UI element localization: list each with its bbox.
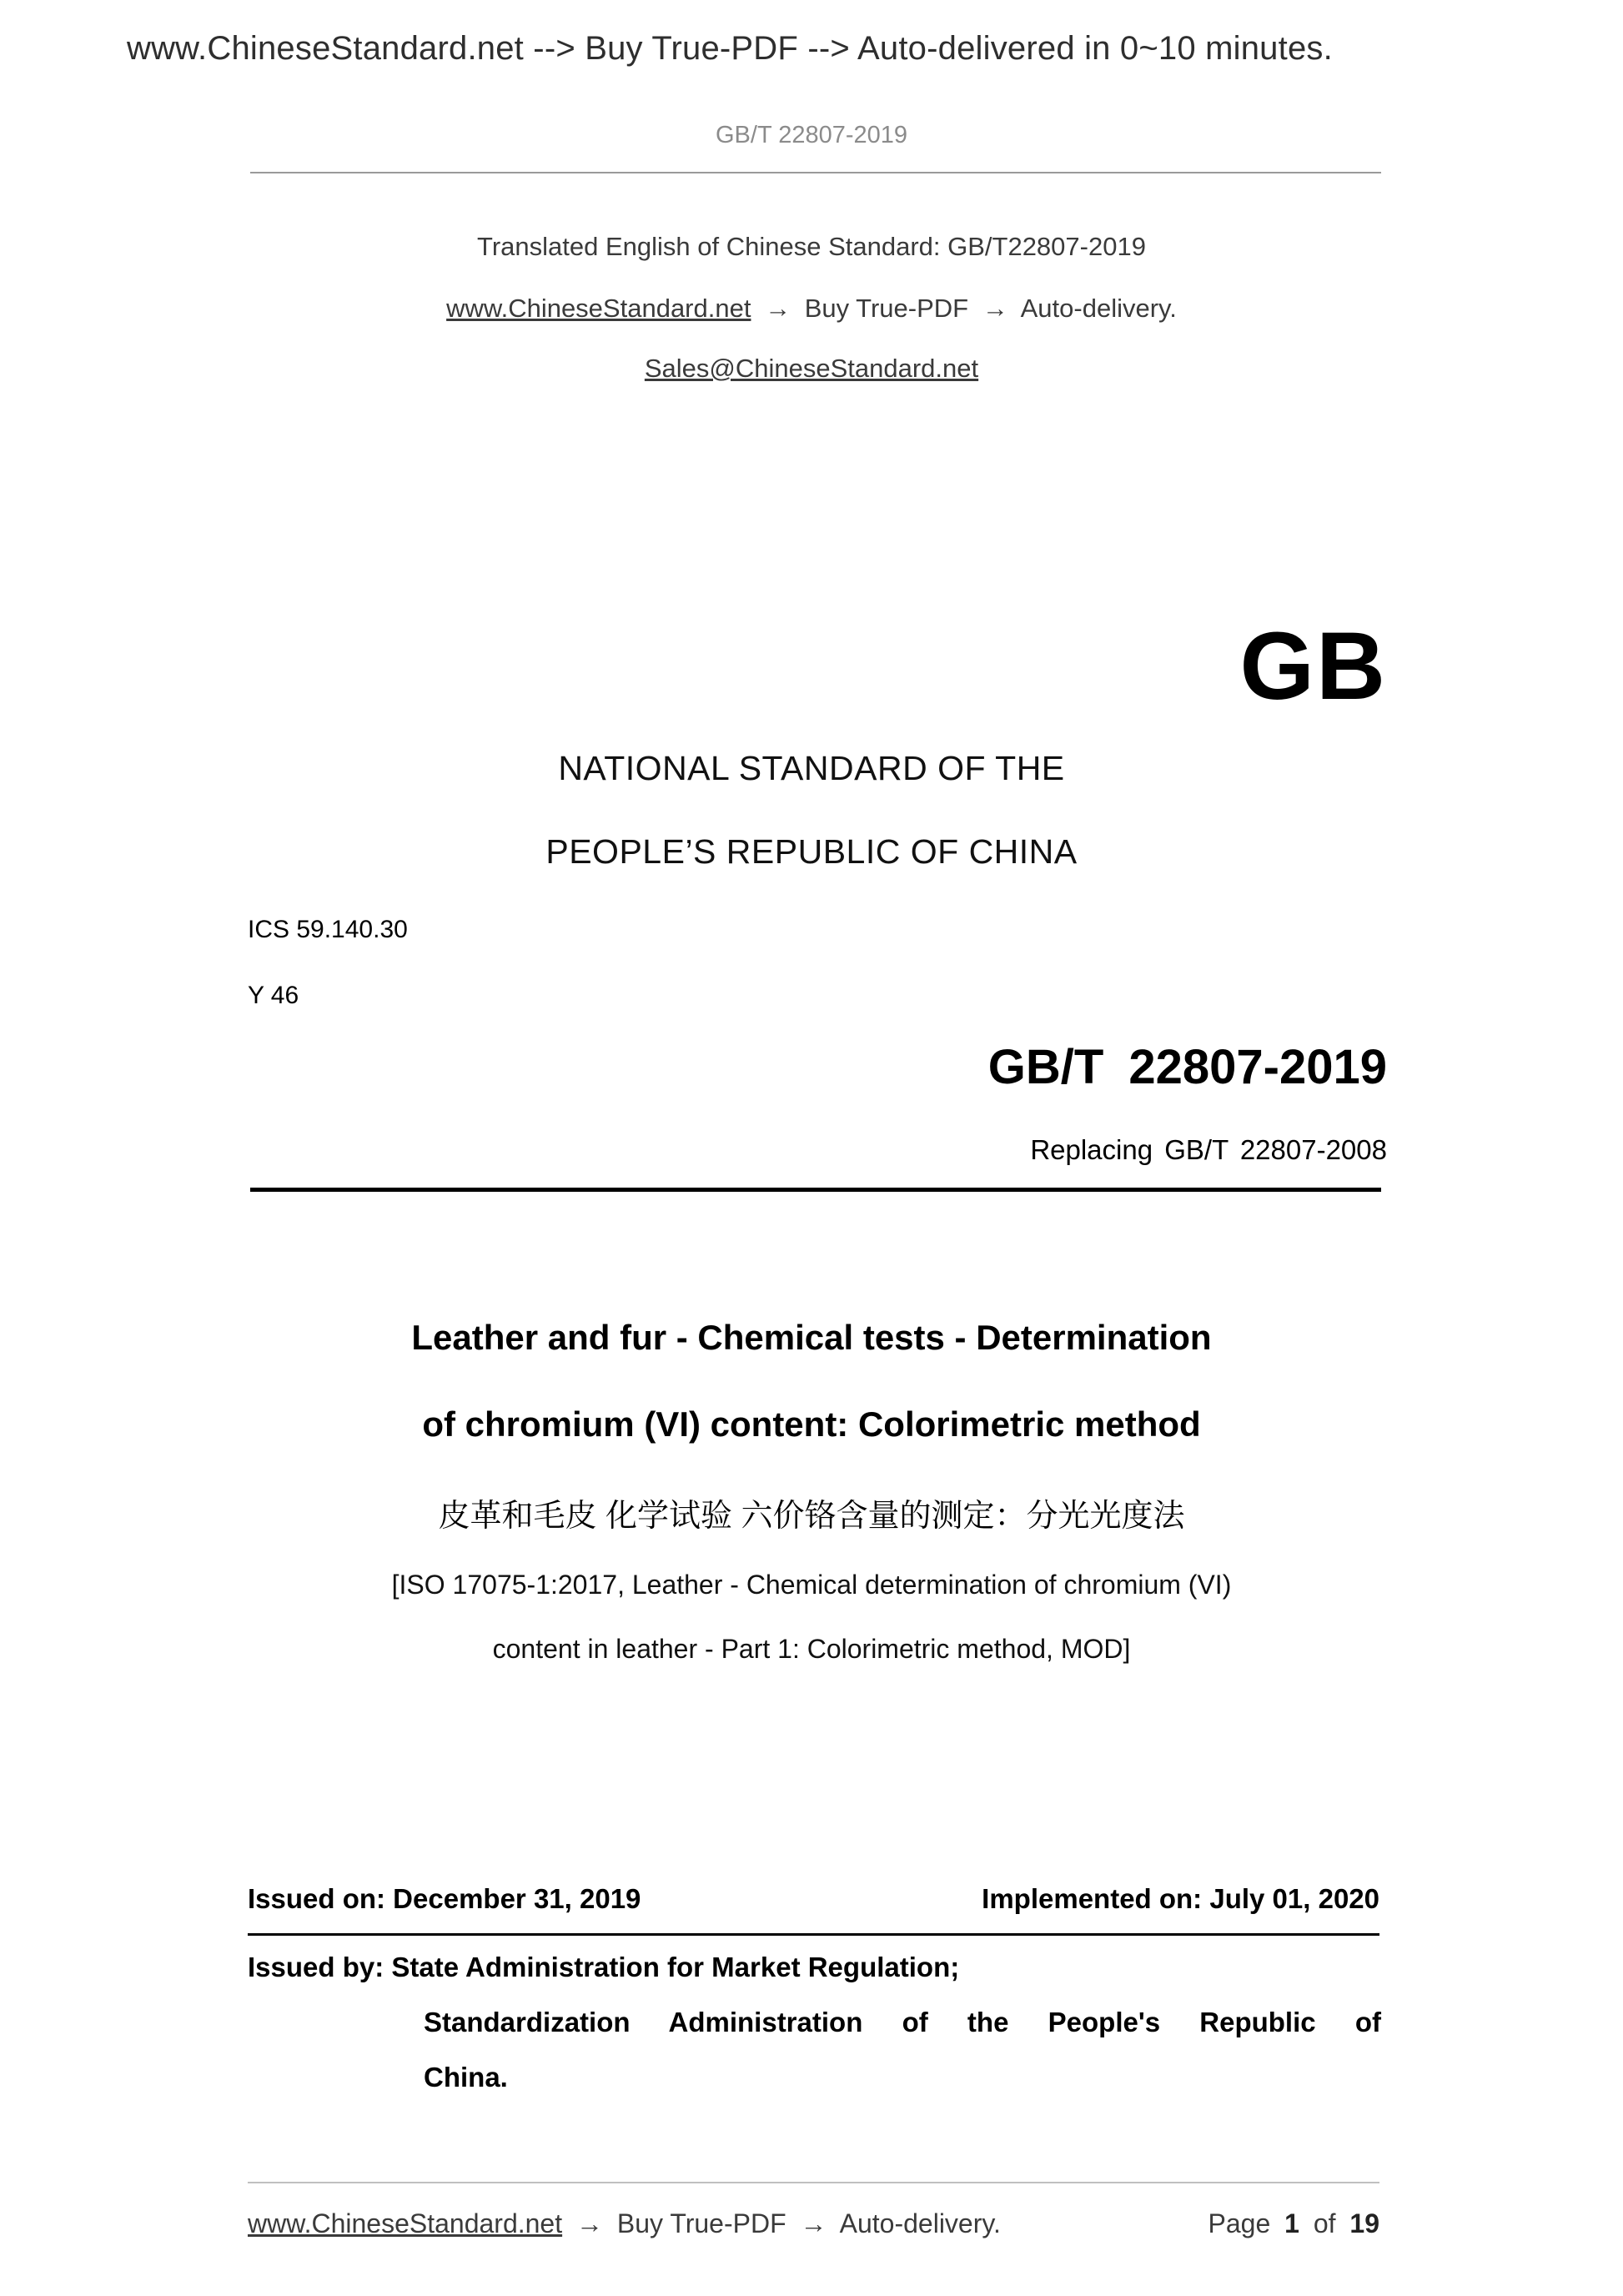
national-standard-heading-line1: NATIONAL STANDARD OF THE: [558, 749, 1065, 787]
arrow-right-icon: →: [800, 2208, 827, 2238]
buy-pdf-label: Buy True-PDF: [804, 294, 969, 323]
issuer-continuation-line2: China.: [424, 2062, 508, 2093]
replacing-note: Replacing GB/T 22807-2008: [1030, 1134, 1387, 1165]
footer: [248, 2208, 1379, 2239]
iso-reference-line2: content in leather - Part 1: Colorimetric method, MOD]: [492, 1634, 1131, 1664]
standard-title-line1: Leather and fur - Chemical tests - Determination: [411, 1318, 1212, 1357]
buy-pdf-label: Buy True-PDF: [616, 2208, 786, 2238]
implemented-date: Implemented on: July 01, 2020: [982, 1883, 1379, 1914]
site-link[interactable]: www.ChineseStandard.net: [446, 294, 751, 323]
of-label: of: [1313, 2208, 1336, 2238]
national-standard-heading-line2: PEOPLE’S REPUBLIC OF CHINA: [545, 832, 1078, 871]
top-banner: www.ChineseStandard.net --> Buy True-PDF --> Auto-delivered in 0~10 minutes.: [127, 30, 1333, 67]
gb-logo: GB: [1239, 613, 1387, 720]
dates-row: [248, 1883, 1379, 1915]
site-link[interactable]: www.ChineseStandard.net: [248, 2208, 563, 2238]
sales-email-link[interactable]: Sales@ChineseStandard.net: [644, 354, 979, 383]
page-number: 1: [1284, 2208, 1299, 2238]
delivery-label: Auto-delivery.: [839, 2208, 1001, 2238]
standard-number: GB/T 22807-2019: [987, 1040, 1387, 1094]
dates-divider: [248, 1933, 1379, 1936]
ics-code: ICS 59.140.30: [248, 916, 408, 943]
issuer-continuation-line1: Standardization Administration of the People's Republic of: [424, 2007, 1381, 2037]
header-doc-code: GB/T 22807-2019: [715, 122, 908, 148]
page-label: Page: [1208, 2208, 1271, 2238]
translated-note: Translated English of Chinese Standard: GB/T22807-2019: [477, 232, 1146, 261]
footer-promo: [248, 2208, 1001, 2239]
arrow-right-icon: →: [982, 294, 1008, 323]
email-line: [0, 354, 1623, 384]
page-total: 19: [1349, 2208, 1379, 2238]
arrow-right-icon: →: [576, 2208, 603, 2238]
issued-date: Issued on: December 31, 2019: [248, 1883, 641, 1914]
masthead-divider: [250, 1188, 1381, 1192]
header-divider: [250, 172, 1381, 173]
issued-by-line: Issued by: State Administration for Market Regulation;: [248, 1952, 960, 1982]
classification-code: Y 46: [248, 982, 299, 1009]
promo-line: [0, 294, 1623, 324]
footer-divider: [248, 2182, 1379, 2183]
delivery-label: Auto-delivery.: [1020, 294, 1177, 323]
page-indicator: [1202, 2208, 1379, 2239]
iso-reference-line1: [ISO 17075-1:2017, Leather - Chemical determination of chromium (VI): [391, 1570, 1232, 1600]
standard-title-line2: of chromium (VI) content: Colorimetric method: [422, 1404, 1201, 1444]
standard-title-chinese: 皮革和毛皮 化学试验 六价铬含量的测定：分光光度法: [438, 1499, 1185, 1534]
arrow-right-icon: →: [765, 294, 791, 323]
